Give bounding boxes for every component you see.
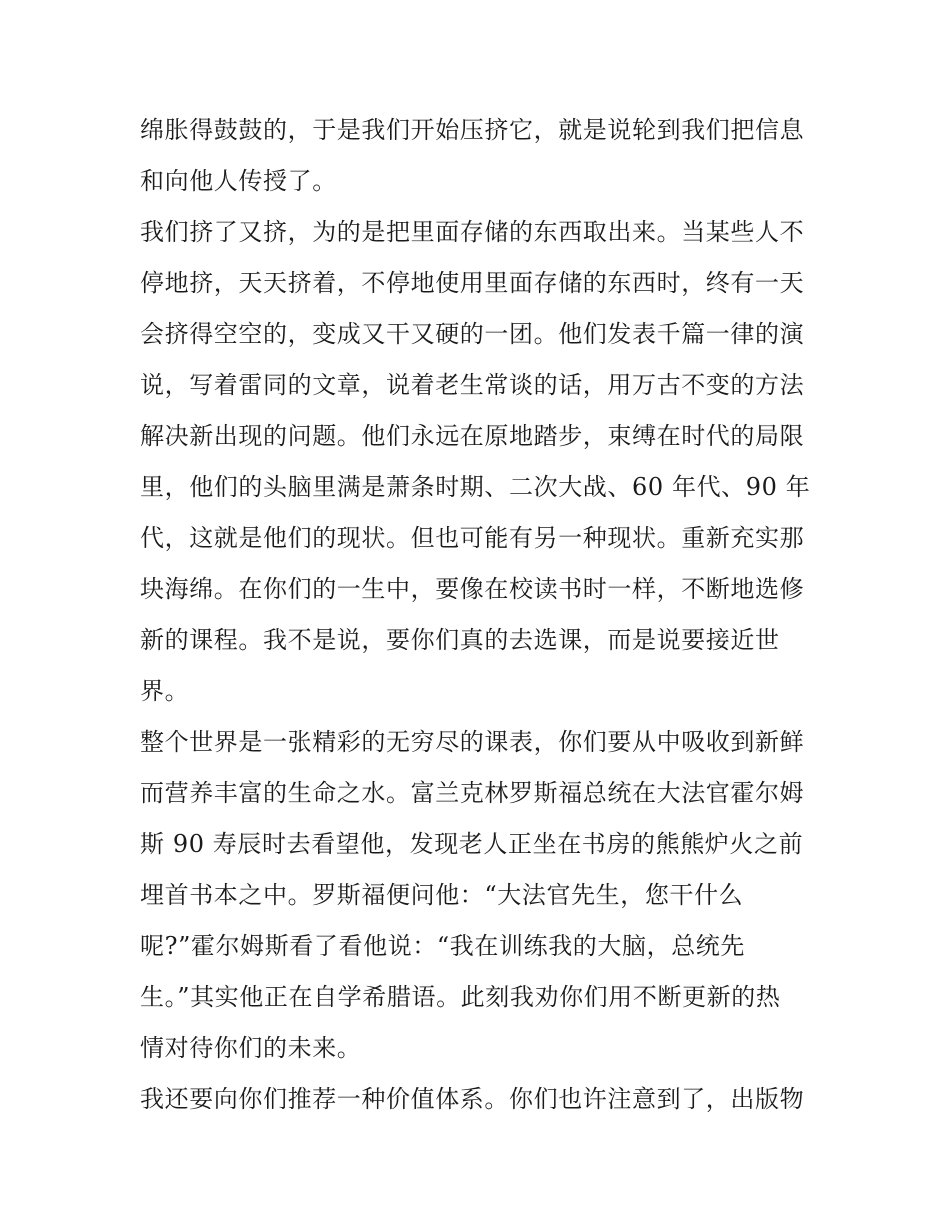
text-line: 和向他人传授了。 (140, 167, 337, 195)
text-line: 生。”其实他正在自学希腊语。此刻我劝你们用不断更新的热 (140, 983, 781, 1011)
text-line: 块海绵。在你们的一生中，要像在校读书时一样，不断地选修 (140, 575, 805, 603)
text-line: 埋首书本之中。罗斯福便问他：“大法官先生，您干什么 (140, 881, 744, 909)
text-line: 情对待你们的未来。 (140, 1034, 362, 1062)
text-line: 呢?”霍尔姆斯看了看他说：“我在训练我的大脑，总统先 (140, 932, 746, 960)
text-line: 界。 (140, 677, 190, 705)
text-line: 而营养丰富的生命之水。富兰克林罗斯福总统在大法官霍尔姆 (140, 779, 805, 807)
text-line: 我们挤了又挤，为的是把里面存储的东西取出来。当某些人不 (140, 218, 805, 246)
text-line: 新的课程。我不是说，要你们真的去选课，而是说要接近世 (140, 626, 780, 654)
text-line: 斯 90 寿辰时去看望他，发现老人正坐在书房的熊熊炉火之前 (140, 830, 804, 858)
text-line: 里，他们的头脑里满是萧条时期、二次大战、60 年代、90 年 (140, 473, 811, 501)
text-line: 说，写着雷同的文章，说着老生常谈的话，用万古不变的方法 (140, 371, 805, 399)
text-line: 会挤得空空的，变成又干又硬的一团。他们发表千篇一律的演 (140, 320, 805, 348)
text-line: 代，这就是他们的现状。但也可能有另一种现状。重新充实那 (140, 524, 805, 552)
text-line: 整个世界是一张精彩的无穷尽的课表，你们要从中吸收到新鲜 (140, 728, 805, 756)
text-line: 我还要向你们推荐一种价值体系。你们也许注意到了，出版物 (140, 1085, 805, 1113)
text-line: 停地挤，天天挤着，不停地使用里面存储的东西时，终有一天 (140, 269, 805, 297)
text-line: 绵胀得鼓鼓的，于是我们开始压挤它，就是说轮到我们把信息 (140, 116, 805, 144)
text-line: 解决新出现的问题。他们永远在原地踏步，束缚在时代的局限 (140, 422, 805, 450)
